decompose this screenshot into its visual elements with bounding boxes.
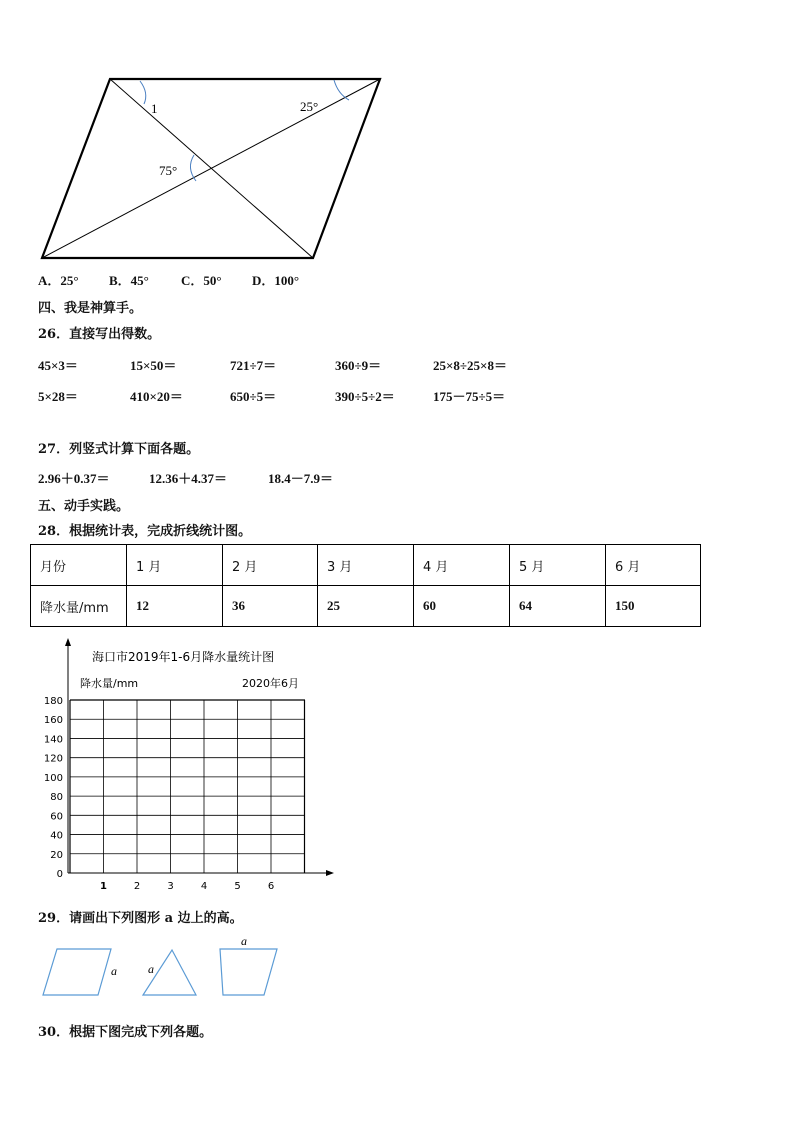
angle-1-arc (140, 81, 146, 104)
side-a-label: a (111, 964, 117, 978)
q26-item: 175－75÷5＝ (433, 389, 506, 404)
q27-item: 2.96＋0.37＝ (38, 471, 110, 486)
table-cell: 60 (414, 586, 510, 627)
section5-title: 五、动手实践。 (38, 499, 130, 514)
rainfall-chart (0, 630, 360, 895)
side-a-label: a (148, 962, 154, 976)
x-axis-arrow (326, 870, 334, 876)
q26-item: 45×3＝ (38, 358, 78, 373)
option-c: C．50° (181, 273, 222, 288)
table-cell: 150 (606, 586, 701, 627)
chart-title: 海口市2019年1-6月降水量统计图 (92, 650, 275, 664)
y-tick-label: 120 (43, 753, 63, 765)
chart-date-note: 2020年6月 (242, 677, 299, 690)
diagonal-2 (42, 79, 380, 258)
x-tick-label: 3 (167, 881, 174, 892)
parallelogram-figure (0, 0, 420, 270)
table-row (31, 545, 701, 586)
y-tick-label: 40 (50, 830, 63, 842)
q26-item: 25×8÷25×8＝ (433, 358, 507, 373)
y-tick-label: 160 (43, 715, 63, 727)
y-tick-label: 100 (43, 772, 63, 784)
x-tick-label: 1 (100, 881, 107, 892)
q29-title: 29．请画出下列图形 a 边上的高。 (38, 911, 243, 926)
rainfall-table (30, 544, 701, 627)
table-cell: 6 月 (606, 545, 701, 586)
angle-75-label: 75° (159, 163, 178, 178)
x-tick-label: 5 (234, 881, 241, 892)
trapezoid-shape (220, 949, 277, 995)
y-axis-label: 降水量/mm (80, 677, 139, 690)
side-a-label: a (241, 934, 247, 948)
option-a: A．25° (38, 273, 79, 288)
x-tick-label: 2 (133, 881, 141, 892)
q27-item: 18.4－7.9＝ (268, 471, 334, 486)
table-cell: 5 月 (510, 545, 606, 586)
q26-title: 26．直接写出得数。 (38, 327, 161, 342)
y-axis-arrow (65, 638, 71, 646)
table-cell: 25 (318, 586, 414, 627)
section4-title: 四、我是神算手。 (38, 301, 143, 316)
table-header-cell: 月份 (31, 545, 127, 586)
q26-item: 650÷5＝ (230, 389, 277, 404)
table-cell: 12 (127, 586, 223, 627)
q28-title: 28．根据统计表，完成折线统计图。 (38, 524, 252, 539)
option-b: B．45° (109, 273, 149, 288)
q26-item: 5×28＝ (38, 389, 78, 404)
table-cell: 36 (223, 586, 318, 627)
q26-item: 410×20＝ (130, 389, 183, 404)
table-cell: 3 月 (318, 545, 414, 586)
y-tick-label: 180 (43, 696, 63, 707)
angle-25-label: 25° (300, 99, 319, 114)
y-tick-label: 140 (43, 734, 63, 746)
angle-1-label: 1 (151, 101, 158, 116)
table-header-cell: 降水量/mm (31, 586, 127, 627)
y-tick-label: 60 (50, 811, 63, 823)
q27-item: 12.36＋4.37＝ (149, 471, 228, 486)
y-tick-label: 0 (56, 869, 63, 880)
table-cell: 2 月 (223, 545, 318, 586)
table-cell: 4 月 (414, 545, 510, 586)
table-cell: 1 月 (127, 545, 223, 586)
option-d: D．100° (252, 273, 300, 288)
x-tick-label: 6 (267, 881, 275, 892)
q30-title: 30．根据下图完成下列各题。 (38, 1025, 213, 1040)
q26-item: 15×50＝ (130, 358, 177, 373)
q29-shapes (0, 930, 300, 1005)
q26-item: 390÷5÷2＝ (335, 389, 395, 404)
x-tick-label: 4 (200, 881, 208, 892)
table-row (31, 586, 701, 627)
table-cell: 64 (510, 586, 606, 627)
q26-item: 360÷9＝ (335, 358, 382, 373)
q26-item: 721÷7＝ (230, 358, 277, 373)
parallelogram-shape (43, 949, 111, 995)
y-tick-label: 20 (50, 849, 63, 861)
q27-title: 27．列竖式计算下面各题。 (38, 442, 200, 457)
y-tick-label: 80 (50, 792, 63, 804)
